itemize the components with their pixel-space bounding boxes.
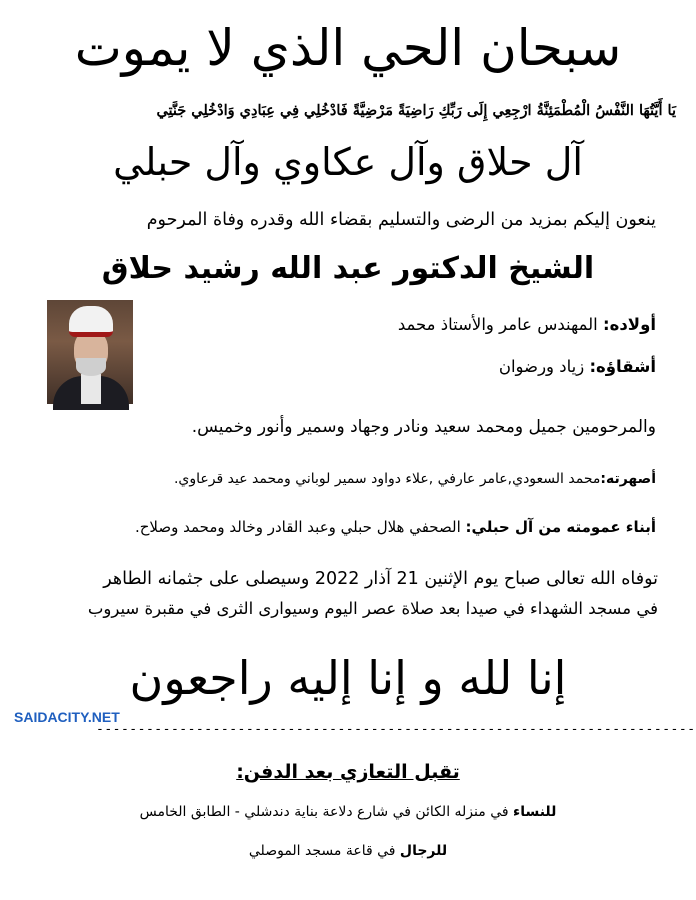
- children-line: [398, 312, 656, 338]
- in-laws-label: أصهرته:: [600, 471, 656, 487]
- late-brothers-line: والمرحومين جميل ومحمد سعيد ونادر وجهاد وسمير وأنور وخميس.: [191, 417, 656, 437]
- deceased-name: الشيخ الدكتور عبد الله رشيد حلاق: [101, 251, 595, 286]
- closing-verse: إنا لله و إنا إليه راجعون: [129, 651, 567, 705]
- brothers-label: أشقاؤه:: [589, 357, 656, 376]
- men-label: للرجال: [399, 843, 448, 859]
- condolences-title: [0, 758, 696, 786]
- brothers-value: زياد ورضوان: [498, 357, 590, 376]
- cousins-value: الصحفي هلال حبلي وعبد القادر وخالد ومحمد وصلاح.: [134, 518, 466, 536]
- photo-turban: [69, 306, 113, 337]
- photo-collar: [81, 374, 101, 404]
- men-condolences: [0, 840, 696, 862]
- funeral-line-2: في مسجد الشهداء في صيدا بعد صلاة عصر اليوم وسيوارى الثرى في مقبرة سيروب: [87, 599, 658, 618]
- women-value: في منزله الكائن في شارع دلاعة بناية دندشلي - الطابق الخامس: [139, 804, 514, 820]
- men-value: في قاعة مسجد الموصلي: [248, 843, 400, 859]
- children-value: المهندس عامر والأستاذ محمد: [397, 315, 603, 334]
- site-watermark: SAIDACITY.NET: [14, 709, 120, 725]
- funeral-line-1: توفاه الله تعالى صباح يوم الإثنين 21 آذار 2022 وسيصلى على جثمانه الطاهر: [103, 569, 658, 589]
- condolences-title-text: تقبل التعازي بعد الدفن:: [236, 761, 460, 783]
- brothers-line: [499, 354, 656, 380]
- children-label: أولاده:: [602, 315, 656, 334]
- announcement-text: ينعون إليكم بمزيد من الرضى والتسليم بقضاء الله وقدره وفاة المرحوم: [146, 210, 656, 230]
- deceased-photo: [47, 300, 133, 404]
- women-label: للنساء: [513, 804, 557, 820]
- photo-beard: [76, 358, 106, 376]
- in-laws-line: [174, 466, 656, 492]
- page-title: سبحان الحي الذي لا يموت: [74, 19, 622, 77]
- quran-verse: يَا أَيَّتُهَا النَّفْسُ الْمُطْمَئِنَّةُ ارْجِعِي إِلَى رَبِّكِ رَاضِيَةً مَرْضِيَّةً فَادْخُلِي فِي عِبَادِي وَادْخُلِي جَنَّتِي: [156, 102, 676, 119]
- in-laws-value: محمد السعودي,عامر عارفي ,علاء دواود سمير لوباني ومحمد عيد قرعاوي.: [173, 471, 601, 487]
- divider-line: ------------------------------------------------------------------------: [96, 722, 696, 737]
- cousins-label: أبناء عمومته من آل حبلي:: [465, 518, 656, 536]
- families-heading: آل حلاق وآل عكاوي وآل حبلي: [113, 140, 583, 184]
- women-condolences: [0, 801, 696, 823]
- cousins-line: [135, 514, 656, 540]
